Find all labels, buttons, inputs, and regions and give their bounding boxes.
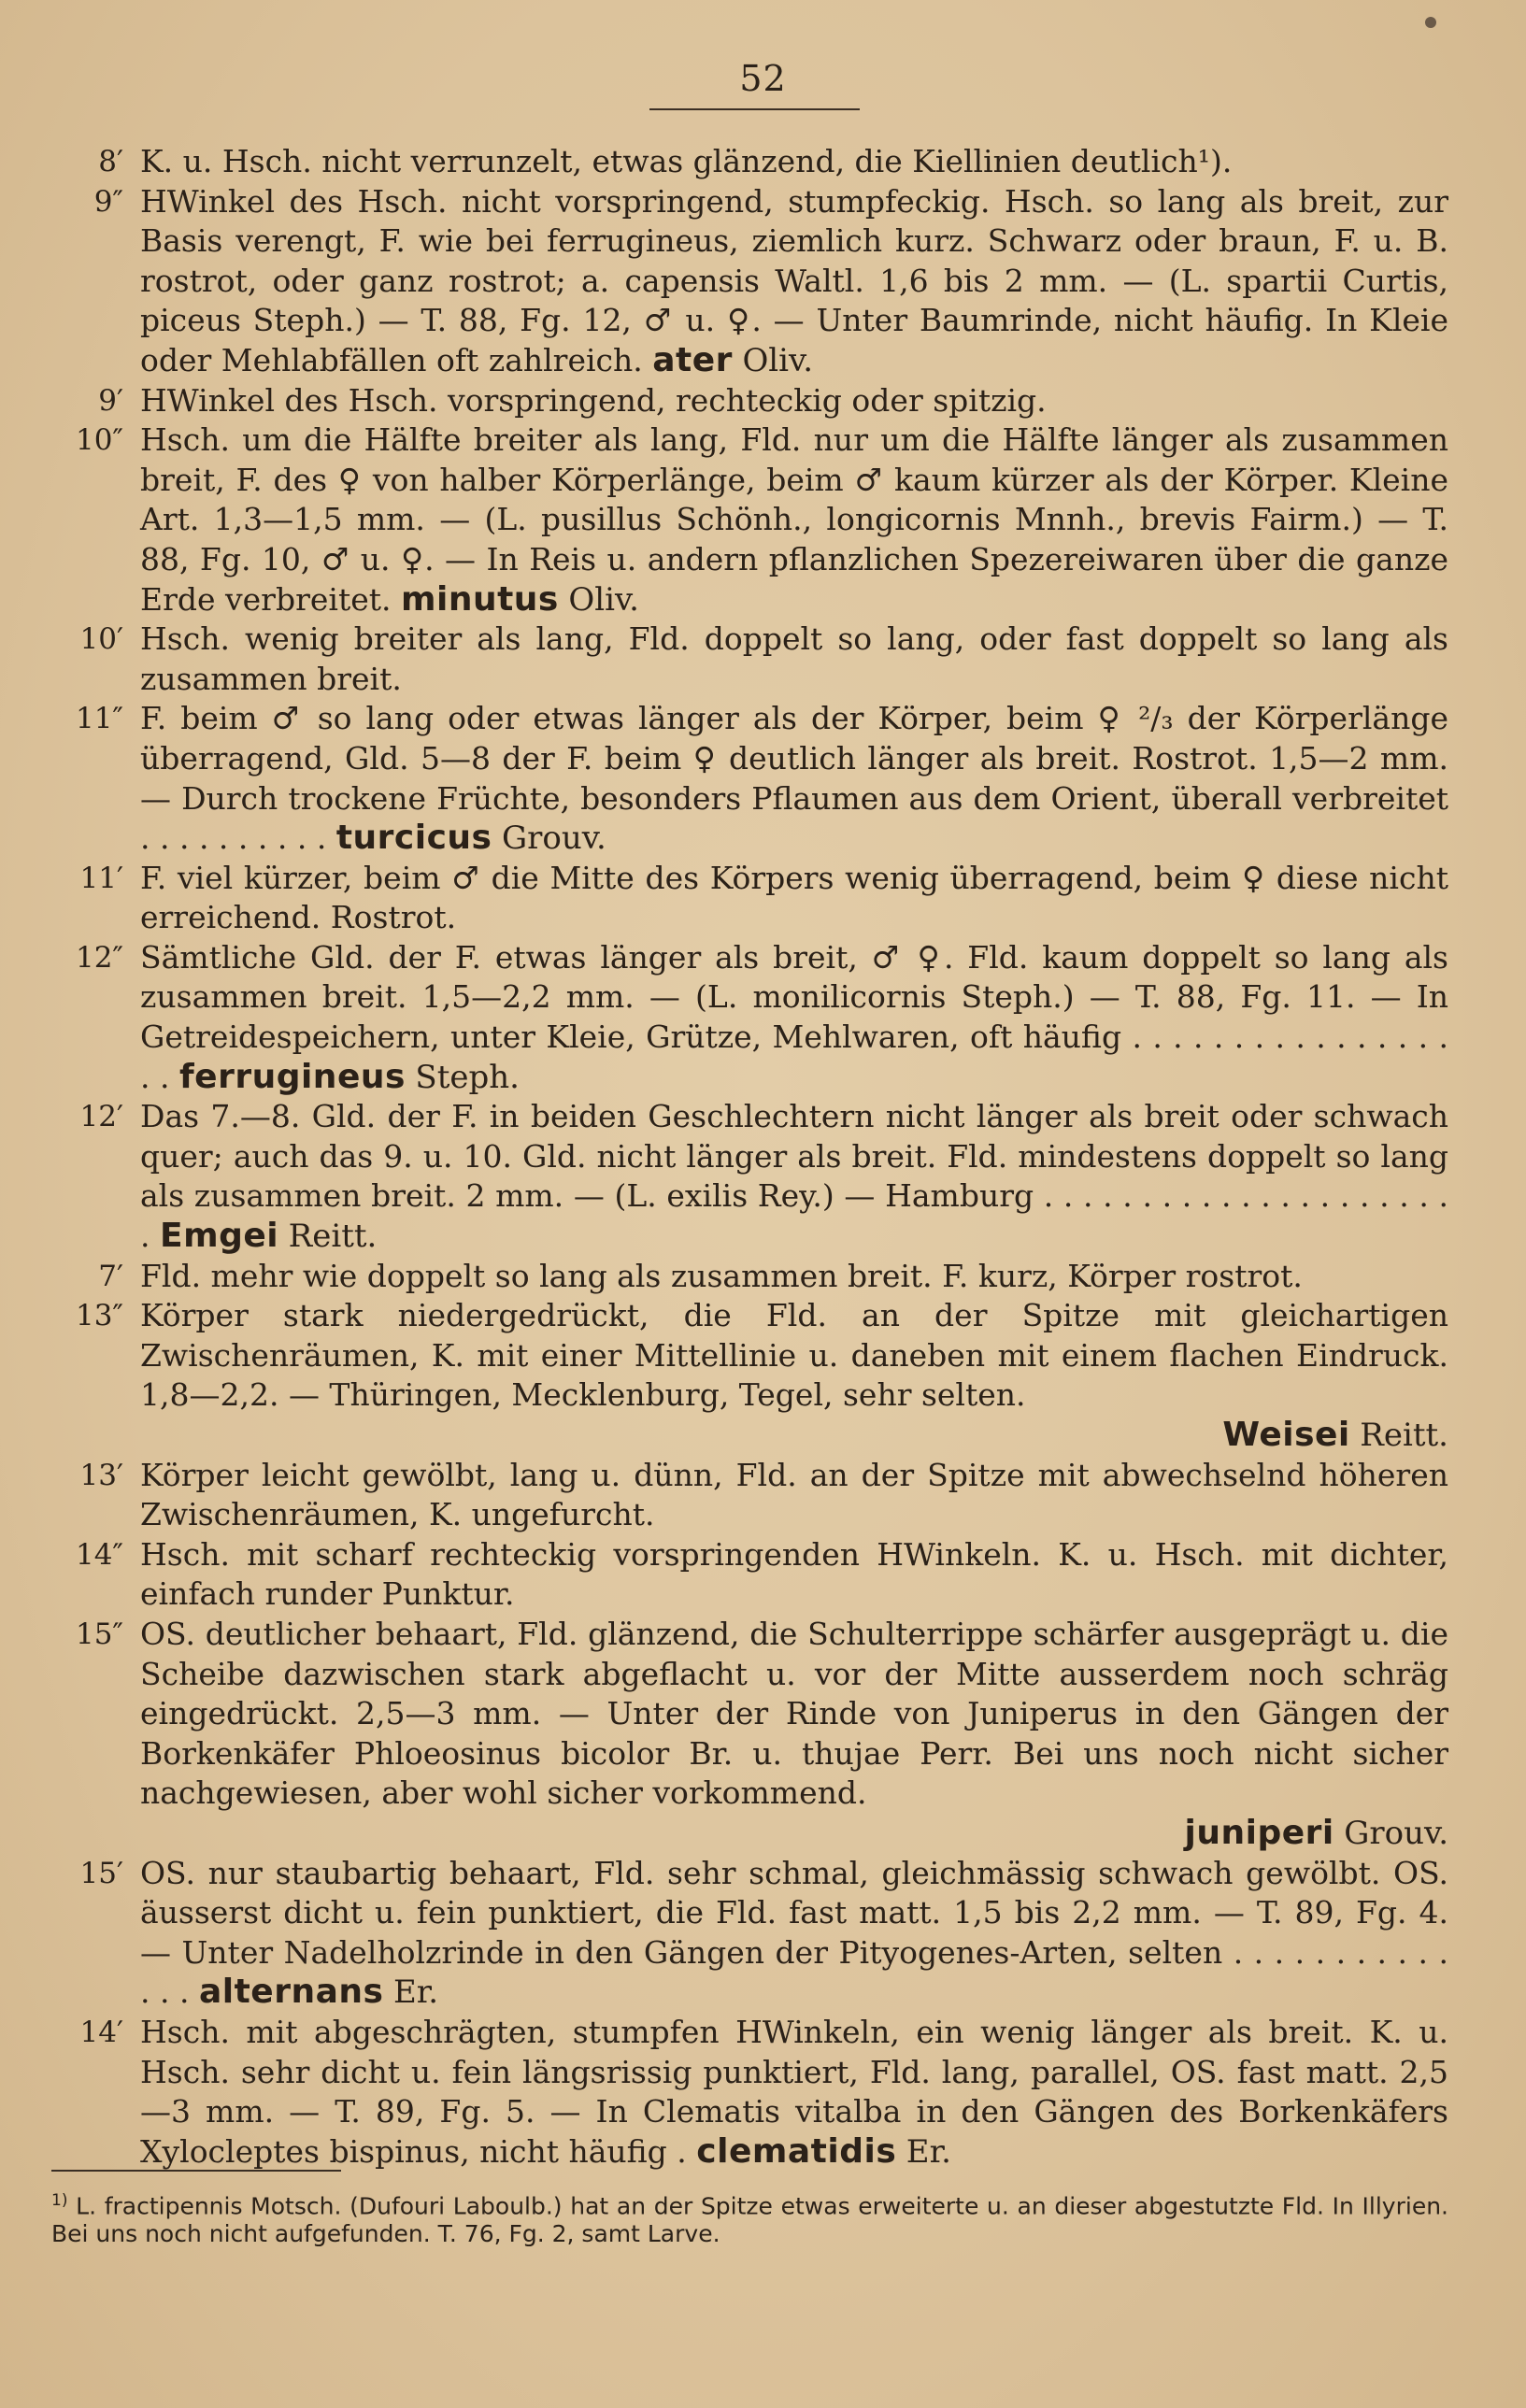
couplet-text: K. u. Hsch. nicht verrunzelt, etwas glänzend, die Kiellinien deutlich¹).	[140, 143, 1233, 179]
couplet-number: 7′	[98, 1259, 123, 1293]
species-name: Emgei	[160, 1217, 279, 1256]
identification-key	[56, 142, 1448, 2172]
footnote-rule	[51, 2170, 341, 2172]
couplet-number: 11′	[79, 861, 123, 895]
couplet-number: 14″	[75, 1537, 123, 1572]
key-entry-13b	[56, 1456, 1448, 1535]
key-entry-12a	[56, 938, 1448, 1097]
couplet-text: OS. nur staubartig behaart, Fld. sehr schmal, gleichmässig schwach gewölbt. OS. äusserst dicht u. fein punktiert, die Fld. fast matt. 1,5 bis 2,2 mm. — T. 89, Fg. 4. — Unter Nadelholzrinde in den Gängen der Pityogenes-Arten, selten . . . . . . . . . . . . . .	[140, 1854, 1448, 2011]
key-entry-9b	[56, 381, 1448, 421]
couplet-number: 10″	[75, 423, 123, 458]
couplet-text: F. beim ♂ so lang oder etwas länger als der Körper, beim ♀ ²/₃ der Körperlänge überragend, Gld. 5—8 der F. beim ♀ deutlich länger als breit. Rostrot. 1,5—2 mm. — Durch trockene Früchte, besonders Pflaumen aus dem Orient, überall verbreitet . . . . . . . . . .	[140, 700, 1448, 857]
footnote-mark: 1)	[51, 2191, 68, 2210]
couplet-number: 9″	[93, 184, 123, 219]
couplet-text: Hsch. um die Hälfte breiter als lang, Fld. nur um die Hälfte länger als zusammen breit, F. des ♀ von halber Körperlänge, beim ♂ kaum kürzer als der Körper. Kleine Art. 1,3—1,5 mm. — (L. pusillus Schönh., longicornis Mnnh., brevis Fairm.) — T. 88, Fg. 10, ♂ u. ♀. — In Reis u. andern pflanzlichen Spezereiwaren über die ganze Erde verbreitet.	[140, 421, 1448, 618]
header-rule	[649, 108, 860, 110]
species-author: Reitt.	[288, 1218, 378, 1256]
couplet-number: 12″	[75, 940, 123, 975]
couplet-text: F. viel kürzer, beim ♂ die Mitte des Körpers wenig überragend, beim ♀ diese nicht erreichend. Rostrot.	[140, 859, 1448, 936]
footnote	[51, 2187, 1448, 2248]
key-entry-11b	[56, 859, 1448, 938]
couplet-number: 13′	[79, 1458, 123, 1492]
couplet-number: 14′	[79, 2015, 123, 2049]
couplet-text: Sämtliche Gld. der F. etwas länger als breit, ♂ ♀. Fld. kaum doppelt so lang als zusammen breit. 1,5—2,2 mm. — (L. monilicornis Steph.) — T. 88, Fg. 11. — In Getreidespeichern, unter Kleie, Grütze, Mehlwaren, oft häufig . . . . . . . . . . . . . . . . . .	[140, 938, 1448, 1095]
key-entry-14a	[56, 1535, 1448, 1615]
couplet-number: 9′	[98, 383, 123, 418]
couplet-number: 8′	[98, 145, 123, 178]
species-line	[140, 1416, 1448, 1456]
couplet-text: HWinkel des Hsch. vorspringend, rechteckig oder spitzig.	[140, 381, 1047, 419]
key-entry-9a	[56, 182, 1448, 381]
species-name: alternans	[198, 1973, 384, 2012]
species-author: Oliv.	[568, 580, 639, 619]
species-line	[140, 1814, 1448, 1854]
species-name: Weisei	[1222, 1416, 1350, 1454]
species-author: Grouv.	[501, 819, 606, 858]
couplet-text: Fld. mehr wie doppelt so lang als zusammen breit. F. kurz, Körper rostrot.	[140, 1257, 1303, 1294]
couplet-number: 10′	[79, 622, 123, 657]
couplet-text: Das 7.—8. Gld. der F. in beiden Geschlechtern nicht länger als breit oder schwach quer; auch das 9. u. 10. Gld. nicht länger als breit. Fld. mindestens doppelt so lang als zusammen breit. 2 mm. — (L. exilis Rey.) — Hamburg . . . . . . . . . . . . . . . . . . . . . .	[140, 1098, 1448, 1255]
couplet-number: 12′	[79, 1100, 123, 1134]
key-entry-11a	[56, 699, 1448, 858]
couplet-number: 15″	[75, 1617, 123, 1651]
species-author: Grouv.	[1344, 1814, 1448, 1852]
couplet-text: Hsch. mit scharf rechteckig vorspringenden HWinkeln. K. u. Hsch. mit dichter, einfach runder Punktur.	[140, 1535, 1448, 1613]
species-name: ferrugineus	[178, 1057, 406, 1096]
couplet-text: OS. deutlicher behaart, Fld. glänzend, die Schulterrippe schärfer ausgeprägt u. die Scheibe dazwischen stark abgeflacht u. vor der Mitte ausserdem noch schräg eingedrückt. 2,5—3 mm. — Unter der Rinde von Juniperus in den Gängen der Borkenkäfer Phloeosinus bicolor Br. u. thujae Perr. Bei uns noch nicht sicher nachgewiesen, aber wohl sicher vorkommend.	[140, 1615, 1448, 1812]
key-entry-7b	[56, 1257, 1448, 1297]
key-entry-10b	[56, 620, 1448, 699]
species-name: juniperi	[1184, 1813, 1334, 1852]
species-name: turcicus	[335, 819, 492, 858]
species-author: Er.	[392, 1973, 439, 2012]
couplet-text: Hsch. wenig breiter als lang, Fld. doppelt so lang, oder fast doppelt so lang als zusammen breit.	[140, 620, 1448, 697]
couplet-number: 11″	[75, 702, 123, 736]
species-author: Er.	[906, 2132, 951, 2171]
species-author: Reitt.	[1360, 1417, 1448, 1454]
ink-spot	[1425, 17, 1436, 28]
couplet-text: Hsch. mit abgeschrägten, stumpfen HWinkeln, ein wenig länger als breit. K. u. Hsch. sehr dicht u. fein längsrissig punktiert, Fld. lang, parallel, OS. fast matt. 2,5—3 mm. — T. 89, Fg. 5. — In Clematis vitalba in den Gängen des Borkenkäfers Xylocleptes bispinus, nicht häufig .	[140, 2013, 1448, 2170]
key-entry-13a	[56, 1296, 1448, 1455]
page-number: 52	[739, 58, 787, 99]
species-name: minutus	[400, 579, 559, 619]
couplet-text: HWinkel des Hsch. nicht vorspringend, stumpfeckig. Hsch. so lang als breit, zur Basis verengt, F. wie bei ferrugineus, ziemlich kurz. Schwarz oder braun, F. u. B. rostrot, oder ganz rostrot; a. capensis Waltl. 1,6 bis 2 mm. — (L. spartii Curtis, piceus Steph.) — T. 88, Fg. 12, ♂ u. ♀. — Unter Baumrinde, nicht häufig. In Kleie oder Mehlabfällen oft zahlreich.	[140, 182, 1448, 378]
species-name: ater	[652, 340, 733, 379]
key-entry-12b	[56, 1097, 1448, 1256]
species-name: clematidis	[696, 2131, 897, 2171]
couplet-number: 15′	[79, 1856, 123, 1890]
couplet-number: 13″	[75, 1299, 123, 1333]
couplet-text: Körper stark niedergedrückt, die Fld. an der Spitze mit gleichartigen Zwischenräumen, K. mit einer Mittellinie u. daneben mit einem flachen Eindruck. 1,8—2,2. — Thüringen, Mecklenburg, Tegel, sehr selten.	[140, 1297, 1448, 1414]
key-entry-15a	[56, 1615, 1448, 1854]
key-entry-14b	[56, 2013, 1448, 2172]
key-entry-8b	[56, 142, 1448, 182]
footnote-text: L. fractipennis Motsch. (Dufouri Laboulb.) hat an der Spitze etwas erweiterte u. an dieser abgestutzte Fld. In Illyrien. Bei uns noch nicht aufgefunden. T. 76, Fg. 2, samt Larve.	[51, 2192, 1448, 2248]
key-entry-10a	[56, 420, 1448, 620]
couplet-text: Körper leicht gewölbt, lang u. dünn, Fld. an der Spitze mit abwechselnd höheren Zwischenräumen, K. ungefurcht.	[140, 1456, 1448, 1533]
species-author: Oliv.	[742, 341, 814, 379]
species-author: Steph.	[415, 1058, 520, 1096]
key-entry-15b	[56, 1854, 1448, 2013]
